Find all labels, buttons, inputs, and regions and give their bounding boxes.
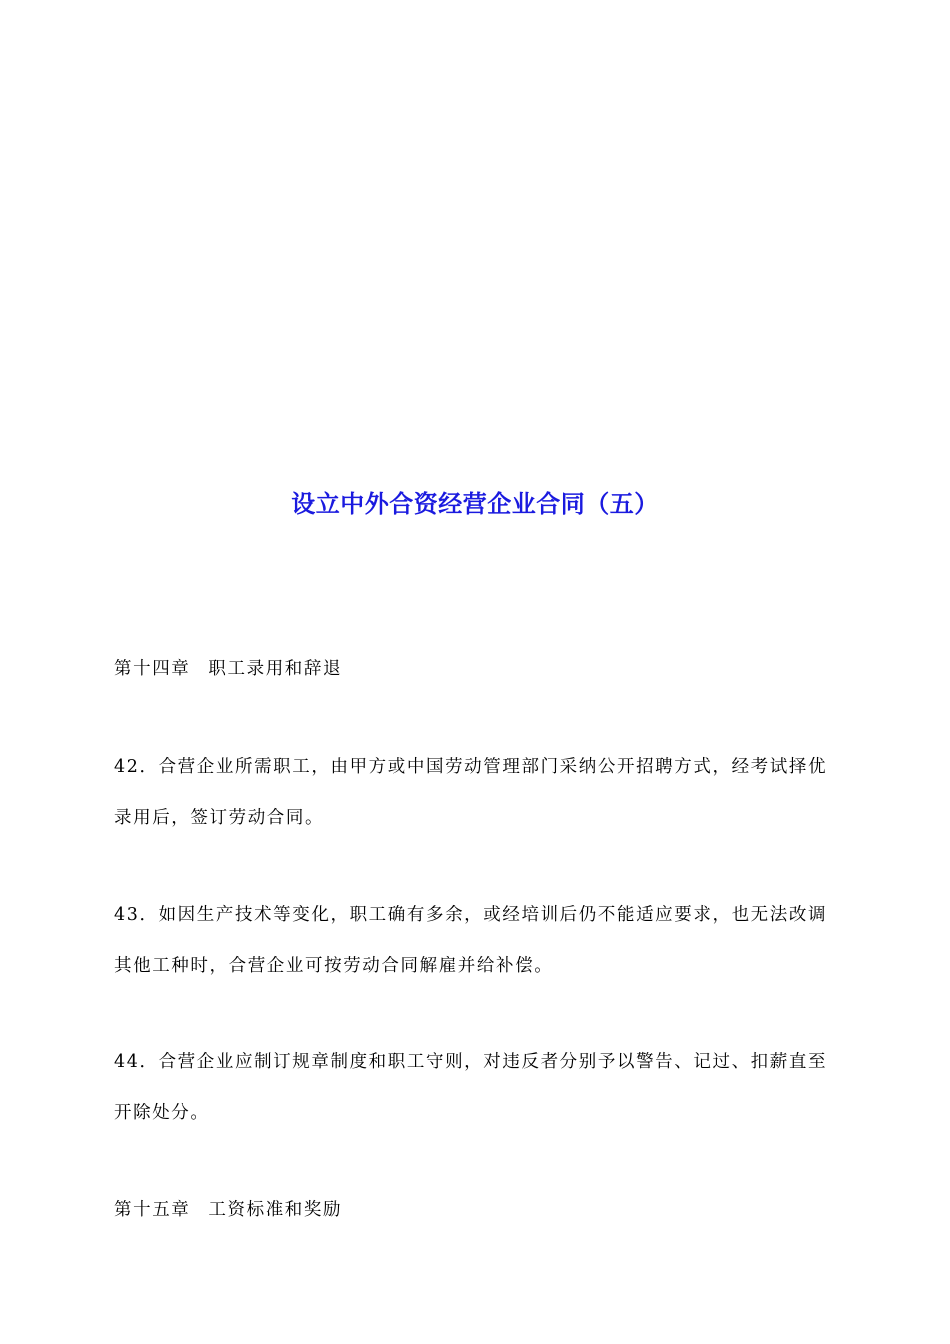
clause-42 [114, 742, 838, 844]
chapter-14-number: 第十四章 [114, 659, 191, 679]
chapter-15-name: 工资标准和奖励 [208, 1200, 343, 1220]
clause-44 [114, 1037, 838, 1139]
chapter-15-heading [114, 1185, 838, 1236]
clause-42-line-1: 42．合营企业所需职工，由甲方或中国劳动管理部门采纳公开招聘方式，经考试择优 [114, 757, 828, 777]
document-title: 设立中外合资经营企业合同（五） [291, 489, 659, 518]
clause-43 [114, 890, 838, 992]
clause-44-line-1: 44．合营企业应制订规章制度和职工守则，对违反者分别予以警告、记过、扣薪直至 [114, 1052, 828, 1072]
chapter-14-heading [114, 644, 838, 695]
clause-44-line-2: 开除处分。 [114, 1103, 210, 1123]
clause-42-line-2: 录用后，签订劳动合同。 [114, 808, 325, 828]
clause-43-line-1: 43．如因生产技术等变化，职工确有多余，或经培训后仍不能适应要求，也无法改调 [114, 905, 828, 925]
chapter-14-name: 职工录用和辞退 [208, 659, 343, 679]
clause-43-line-2: 其他工种时，合营企业可按劳动合同解雇并给补偿。 [114, 956, 554, 976]
chapter-15-number: 第十五章 [114, 1200, 191, 1220]
